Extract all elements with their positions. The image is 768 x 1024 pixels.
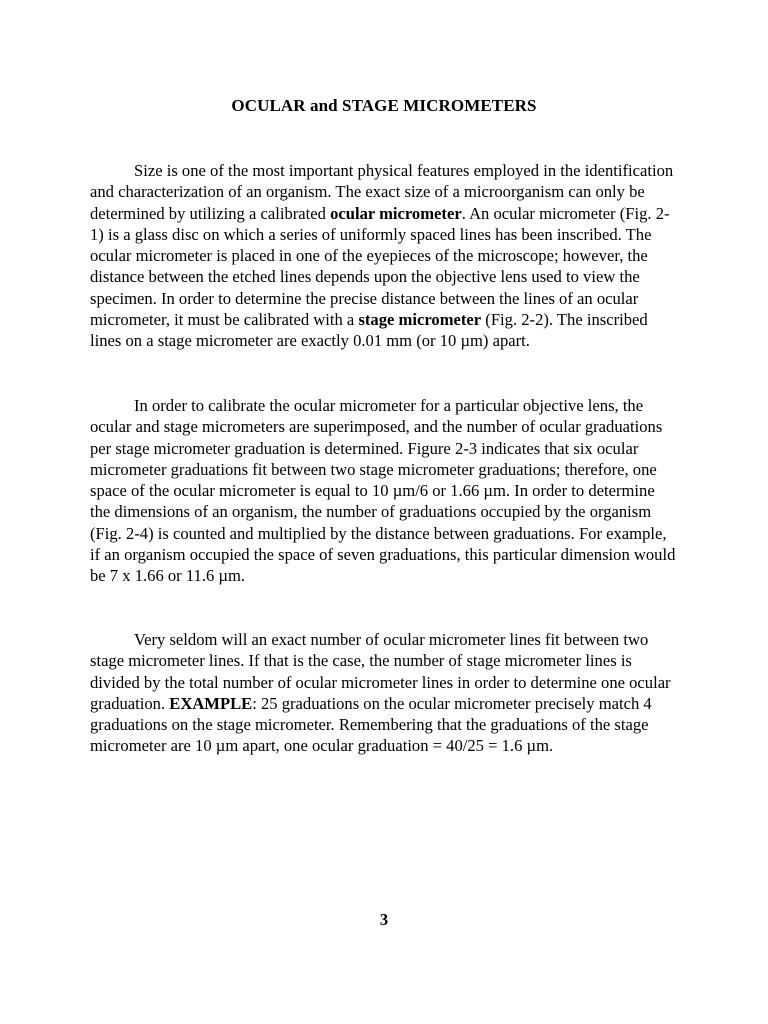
page-number: 3: [379, 910, 389, 929]
paragraph-1-text-1: Size is one of the most important physical features employed in the identification and characterization of an organism. The exact size of a microorganism can only be determined by utilizing a calibrated: [90, 161, 674, 223]
paragraph-2: [90, 395, 676, 587]
paragraph-2-text-1: In order to calibrate the ocular micrometer for a particular objective lens, the ocular and stage micrometers are superimposed, and the number of ocular graduations per stage micrometer graduation is determined. Figure 2-3 indicates that six ocular micrometer graduations fit between two stage micrometer graduations; therefore, one space of the ocular micrometer is equal to 10 µm/6 or 1.66 µm. In order to determine the dimensions of an organism, the number of graduations occupied by the organism (Fig. 2-4) is counted and multiplied by the distance between graduations. For example, if an organism occupied the space of seven graduations, this particular dimension would be 7 x 1.66 or 11.6 µm.: [90, 396, 676, 586]
paragraph-3: [90, 629, 676, 757]
term-stage-micrometer: stage micrometer: [358, 310, 482, 330]
paragraph-1: [90, 160, 676, 352]
paragraph-3-text-1: Very seldom will an exact number of ocular micrometer lines fit between two stage micrometer lines. If that is the case, the number of stage micrometer lines is divided by the total number of ocular micrometer lines in order to determine one ocular graduation.: [90, 630, 671, 713]
term-ocular-micrometer: ocular micrometer: [330, 203, 462, 223]
paragraph-1-text-3: (Fig. 2-2). The inscribed lines on a stage micrometer are exactly 0.01 mm (or 10 µm) apart.: [90, 310, 648, 351]
page-title: OCULAR and STAGE MICROMETERS: [231, 96, 537, 115]
paragraph-1-text-2: . An ocular micrometer (Fig. 2-1) is a glass disc on which a series of uniformly spaced lines has been inscribed. The ocular micrometer is placed in one of the eyepieces of the microscope; however, the distance between the etched lines depends upon the objective lens used to view the specimen. In order to determine the precise distance between the lines of an ocular micrometer, it must be calibrated with a: [90, 203, 670, 330]
example-label: EXAMPLE: [169, 693, 253, 713]
paragraph-3-text-2: : 25 graduations on the ocular micrometer precisely match 4 graduations on the stage micrometer. Remembering that the graduations of the stage micrometer are 10 µm apart, one ocular graduation = 40/25 = 1.6 µm.: [90, 693, 652, 756]
